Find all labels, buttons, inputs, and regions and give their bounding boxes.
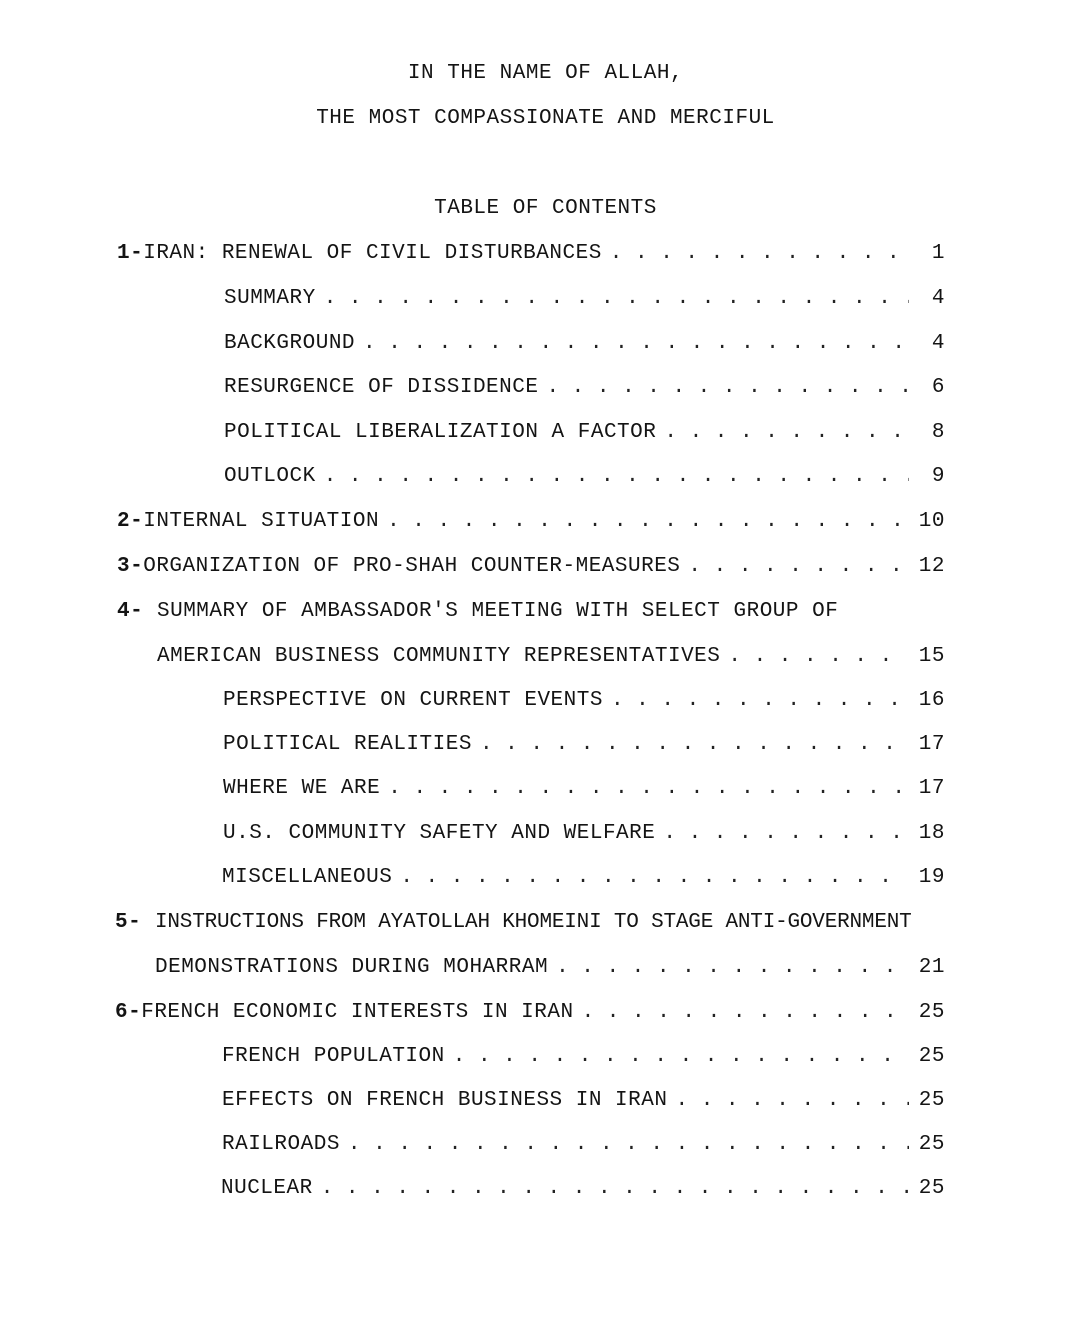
dot-leader	[675, 1089, 909, 1112]
toc-entry-page: 16	[918, 689, 945, 712]
toc-entry	[117, 600, 945, 628]
toc-subentry	[223, 733, 945, 761]
toc-subentry	[223, 689, 945, 717]
toc-entry-title: U.S. COMMUNITY SAFETY AND WELFARE	[223, 822, 656, 845]
toc-entry	[115, 911, 945, 939]
toc-entry-number: 4-	[117, 600, 144, 623]
toc-entry-continuation	[157, 645, 945, 673]
toc-entry-page: 6	[931, 376, 945, 399]
toc-entry-title: SUMMARY OF AMBASSADOR'S MEETING WITH SELECT GROUP OF	[157, 600, 839, 623]
invocation-line-1: IN THE NAME OF ALLAH,	[407, 62, 684, 85]
dot-leader	[610, 242, 909, 265]
toc-entry-page: 4	[931, 332, 945, 355]
toc-entry	[115, 1001, 945, 1029]
dot-leader	[556, 956, 909, 979]
toc-entry-title: OUTLOCK	[224, 465, 316, 488]
toc-entry-title: FRENCH POPULATION	[222, 1045, 445, 1068]
toc-entry-page: 9	[931, 465, 945, 488]
toc-entry-page: 25	[918, 1001, 945, 1024]
toc-subentry	[223, 777, 945, 805]
toc-entry-title: IRAN: RENEWAL OF CIVIL DISTURBANCES	[143, 242, 602, 265]
toc-entry-number: 5-	[115, 911, 142, 934]
invocation-line-2: THE MOST COMPASSIONATE AND MERCIFUL	[316, 107, 775, 130]
toc-entry-title: DEMONSTRATIONS DURING MOHARRAM	[155, 956, 549, 979]
toc-entry-title: POLITICAL REALITIES	[223, 733, 472, 756]
dot-leader	[363, 332, 909, 355]
toc-entry-page: 17	[918, 777, 945, 800]
toc-subentry	[224, 421, 945, 449]
dot-leader	[546, 376, 909, 399]
toc-subentry	[224, 332, 945, 360]
dot-leader	[321, 1177, 909, 1200]
toc-subentry	[221, 1177, 945, 1205]
toc-entry-page: 10	[918, 510, 945, 533]
toc-entry-number: 3-	[117, 555, 144, 578]
toc-entry-title: AMERICAN BUSINESS COMMUNITY REPRESENTATIVES	[157, 645, 721, 668]
toc-entry-page: 25	[918, 1177, 945, 1200]
dot-leader	[388, 777, 909, 800]
toc-subentry	[222, 1089, 945, 1117]
dot-leader	[611, 689, 909, 712]
toc-subentry	[223, 822, 945, 850]
toc-subentry	[222, 1045, 945, 1073]
toc-entry-title: FRENCH ECONOMIC INTERESTS IN IRAN	[141, 1001, 574, 1024]
toc-entry-page: 8	[931, 421, 945, 444]
toc-subentry	[222, 866, 945, 894]
dot-leader	[688, 555, 909, 578]
toc-entry-title: MISCELLANEOUS	[222, 866, 393, 889]
toc-entry-title: RAILROADS	[222, 1133, 340, 1156]
dot-leader	[324, 465, 909, 488]
toc-entry-number: 6-	[115, 1001, 142, 1024]
toc-entry-page: 18	[918, 822, 945, 845]
toc-entry-number: 2-	[117, 510, 144, 533]
dot-leader	[480, 733, 909, 756]
toc-entry-number: 1-	[117, 242, 144, 265]
dot-leader	[728, 645, 909, 668]
toc-entry-page: 25	[918, 1089, 945, 1112]
dot-leader	[664, 421, 909, 444]
toc-entry-page: 25	[918, 1045, 945, 1068]
toc-entry-title: INSTRUCTIONS FROM AYATOLLAH KHOMEINI TO STAGE ANTI-GOVERNMENT	[155, 911, 912, 934]
toc-entry-title: INTERNAL SITUATION	[143, 510, 380, 533]
toc-entry	[117, 510, 945, 538]
toc-subentry	[224, 465, 945, 493]
toc-entry-title: WHERE WE ARE	[223, 777, 381, 800]
toc-entry-title: BACKGROUND	[224, 332, 356, 355]
toc-entry-title: POLITICAL LIBERALIZATION A FACTOR	[224, 421, 657, 444]
toc-entry-title: NUCLEAR	[221, 1177, 313, 1200]
toc-entry-page: 15	[918, 645, 945, 668]
dot-leader	[453, 1045, 909, 1068]
dot-leader	[348, 1133, 909, 1156]
toc-subentry	[224, 376, 945, 404]
toc-entry-title: SUMMARY	[224, 287, 316, 310]
toc-entry-page: 19	[918, 866, 945, 889]
dot-leader	[582, 1001, 909, 1024]
toc-entry-page: 21	[918, 956, 945, 979]
toc-entry-title: PERSPECTIVE ON CURRENT EVENTS	[223, 689, 603, 712]
toc-entry	[117, 555, 945, 583]
toc-entry-title: EFFECTS ON FRENCH BUSINESS IN IRAN	[222, 1089, 668, 1112]
toc-entry-page: 4	[931, 287, 945, 310]
toc-entry-page: 25	[918, 1133, 945, 1156]
toc-entry-title: ORGANIZATION OF PRO-SHAH COUNTER-MEASURES	[143, 555, 681, 578]
toc-entry-continuation	[155, 956, 945, 984]
toc-entry-page: 17	[918, 733, 945, 756]
toc-entry-page: 12	[918, 555, 945, 578]
toc-entry-page: 1	[931, 242, 945, 265]
dot-leader	[663, 822, 909, 845]
toc-entry	[117, 242, 945, 270]
toc-heading: TABLE OF CONTENTS	[434, 197, 657, 220]
dot-leader	[324, 287, 909, 310]
toc-subentry	[222, 1133, 945, 1161]
dot-leader	[387, 510, 909, 533]
toc-subentry	[224, 287, 945, 315]
dot-leader	[400, 866, 909, 889]
toc-entry-title: RESURGENCE OF DISSIDENCE	[224, 376, 539, 399]
